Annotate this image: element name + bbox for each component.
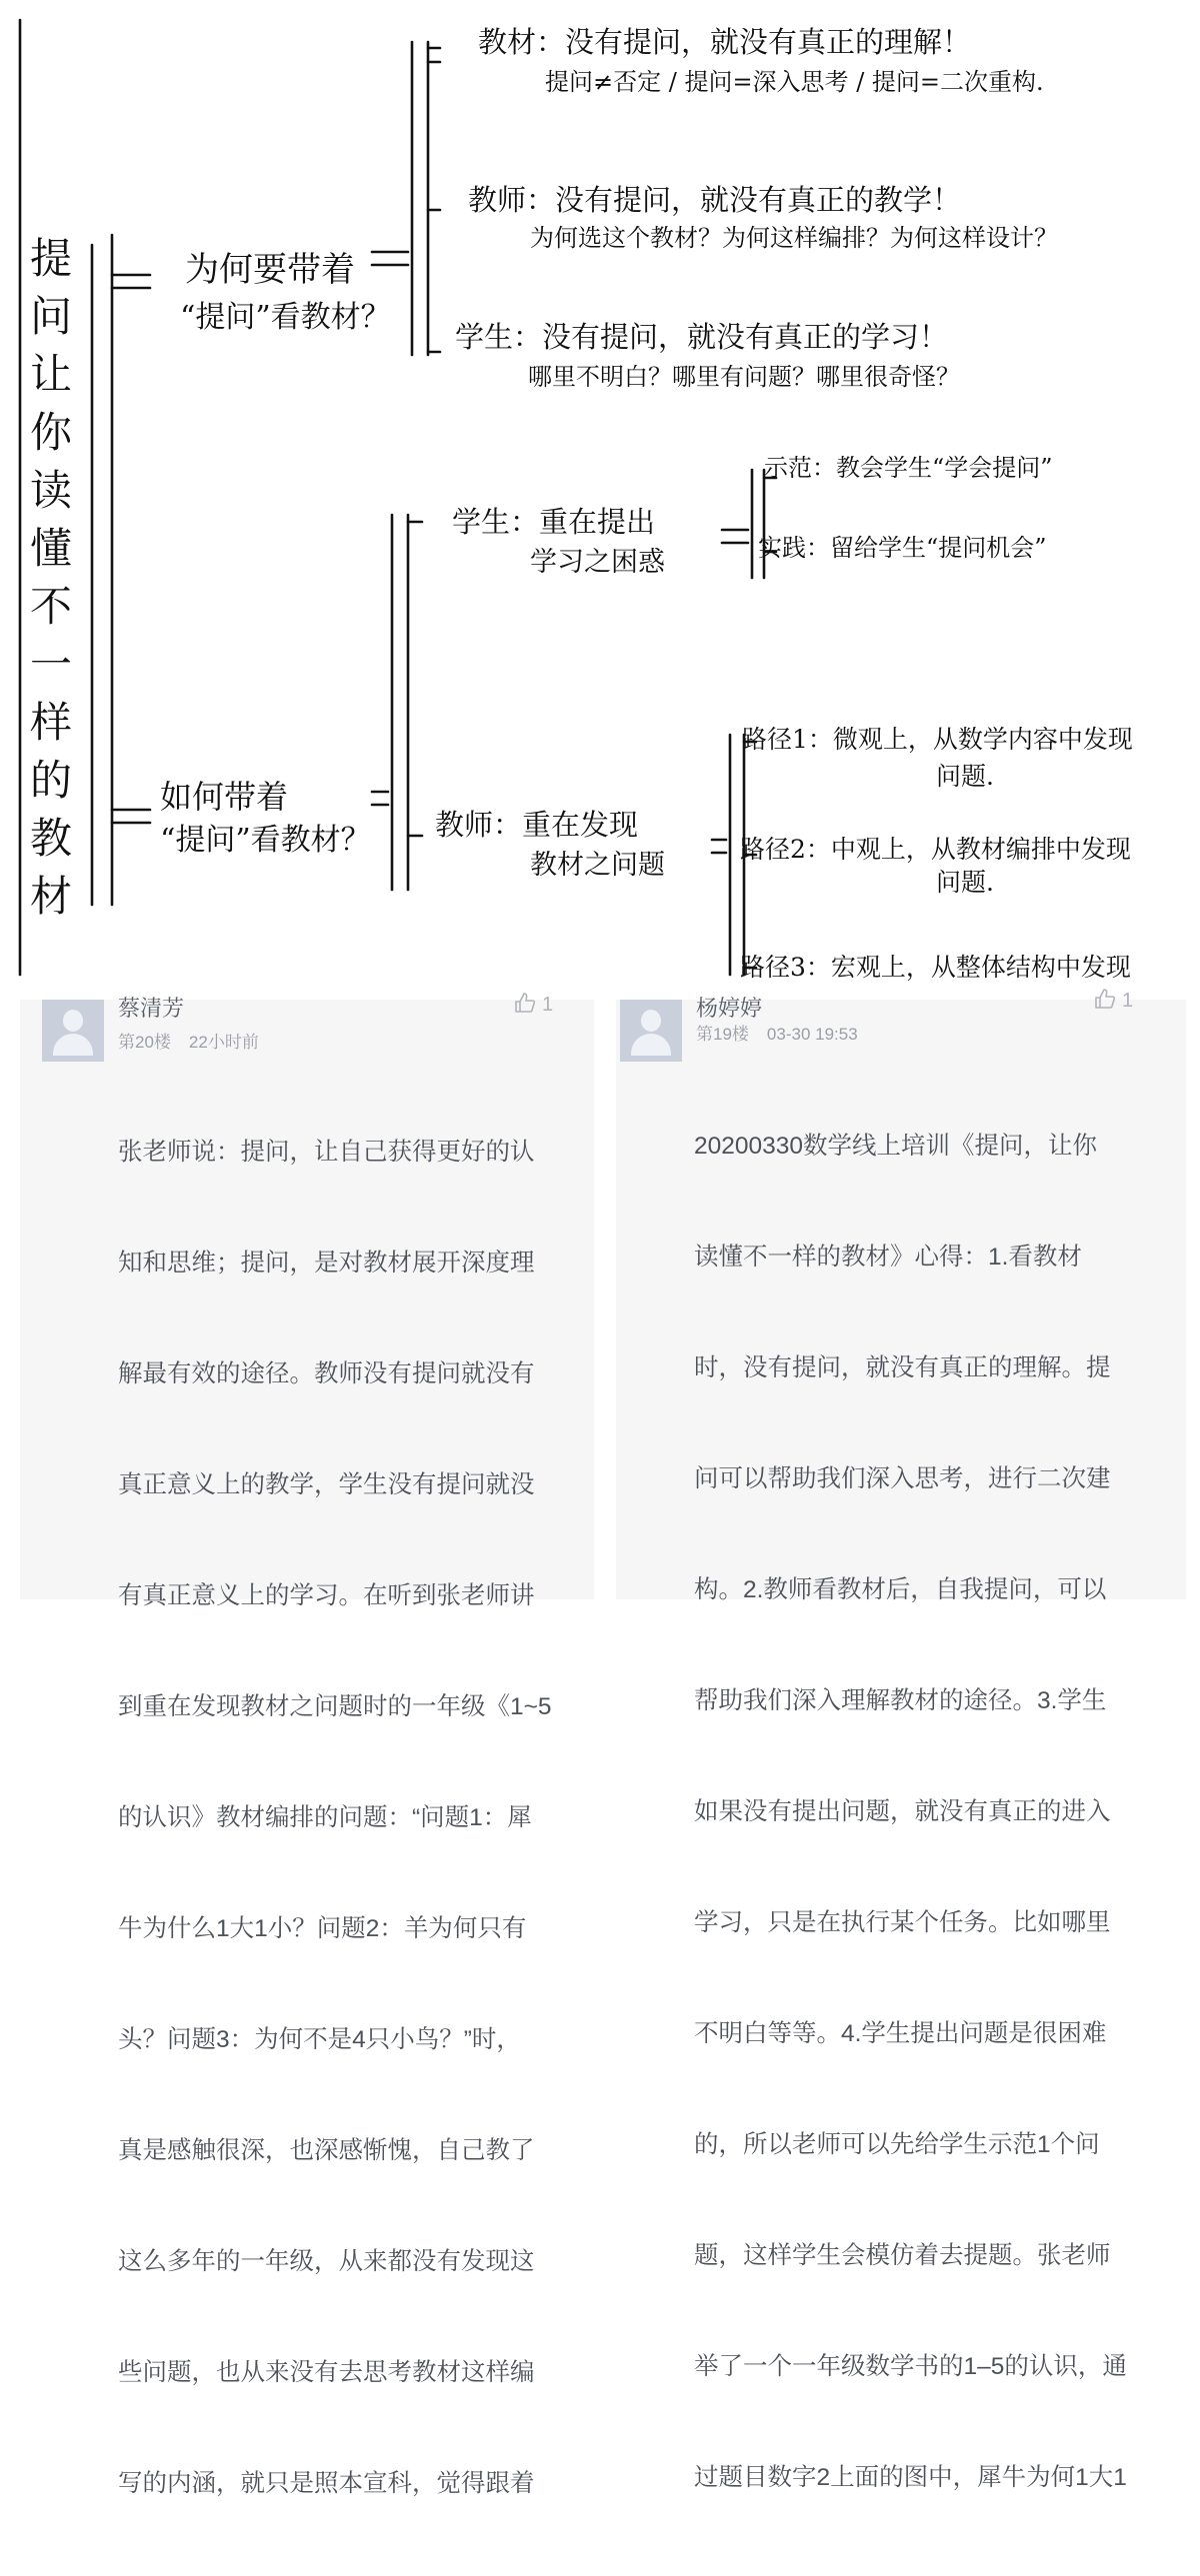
node-teacher-focus: 教师：重在发现 (435, 808, 639, 842)
mind-map-image (0, 0, 1200, 990)
root-char: 提 (29, 234, 72, 283)
comment-line: 知和思维；提问，是对教材展开深度理 (118, 1250, 535, 1277)
like-count: 1 (542, 994, 554, 1016)
comment-line: 真正意义上的教学，学生没有提问就没 (118, 1471, 535, 1498)
node-teacher-detail: 为何选这个教材？为何这样编排？为何这样设计？ (530, 224, 1058, 252)
node-student-focus: 学生：重在提出 (452, 505, 656, 539)
comment-line: 头？问题3：为何不是4只小鸟？”时， (118, 2026, 521, 2053)
comment-line: 些问题，也从来没有去思考教材这样编 (118, 2359, 535, 2386)
comment-line: 有真正意义上的学习。在听到张老师讲 (118, 1582, 535, 1609)
node-teacher: 教师：没有提问，就没有真正的教学！ (468, 183, 962, 217)
comment-line: 举了一个一年级数学书的1–5的认识，通 (694, 2353, 1127, 2380)
branch2-title-line2: “提问”看教材？ (160, 823, 371, 858)
branch1-title: 为何要带着 (185, 250, 355, 290)
comment-line: 牛为什么1大1小？问题2：羊为何只有 (118, 1915, 527, 1942)
node-path1-line2: 问题. (936, 762, 994, 791)
comment-card (20, 994, 594, 2497)
root-char: 样 (29, 698, 72, 747)
node-path1: 路径1：微观上，从数学内容中发现 (742, 725, 1133, 754)
comment-line: 解最有效的途径。教师没有提问就没有 (118, 1360, 535, 1387)
comment-line: 20200330数学线上培训《提问，让你 (694, 1133, 1098, 1160)
comment-card (616, 990, 1186, 2491)
root-char: 让 (29, 350, 72, 399)
root-char: 读 (29, 466, 72, 515)
node-student: 学生：没有提问，就没有真正的学习！ (455, 320, 949, 354)
avatar[interactable] (620, 1000, 682, 1062)
comment-username[interactable]: 蔡清芳 (118, 996, 185, 1021)
comment-line: 时，没有提问，就没有真正的理解。提 (694, 1354, 1111, 1381)
comment-username[interactable]: 杨婷婷 (696, 996, 763, 1021)
comment-time: 22小时前 (188, 1033, 259, 1052)
comment-body (694, 1054, 1174, 2570)
comment-floor: 第20楼 (118, 1033, 171, 1052)
node-path3: 路径3：宏观上，从整体结构中发现 (740, 953, 1131, 982)
comment-line: 如果没有提出问题，就没有真正的进入 (694, 1798, 1111, 1825)
node-student-detail: 哪里不明白？哪里有问题？哪里很奇怪？ (528, 363, 960, 391)
comment-floor: 第19楼 (696, 1025, 749, 1044)
root-char: 懂 (29, 524, 72, 573)
comment-line: 这么多年的一年级，从来都没有发现这 (118, 2248, 535, 2275)
comment-line: 学习，只是在执行某个任务。比如哪里 (694, 1909, 1111, 1936)
comment-line: 读懂不一样的教材》心得：1.看教材 (694, 1244, 1082, 1271)
like-button[interactable] (1094, 988, 1133, 1013)
node-textbook-detail: 提问≠否定 / 提问=深入思考 / 提问=二次重构. (545, 68, 1044, 96)
comment-line: 帮助我们深入理解教材的途径。3.学生 (694, 1687, 1107, 1714)
comment-line: 的认识》教材编排的问题：“问题1：犀 (118, 1804, 532, 1831)
comment-line: 到重在发现教材之问题时的一年级《1~5 (118, 1693, 552, 1720)
thumbs-up-icon (1094, 988, 1116, 1010)
branch2-title: 如何带着 (160, 778, 289, 816)
comment-meta (696, 1020, 876, 1045)
branch1-title-line2: “提问”看教材？ (180, 300, 391, 335)
root-char: 材 (29, 872, 72, 921)
like-count: 1 (1122, 990, 1134, 1012)
node-path2-line2: 问题. (936, 868, 994, 897)
comment-line: 问可以帮助我们深入思考，进行二次建 (694, 1465, 1111, 1492)
comment-line: 题，这样学生会模仿着去提题。张老师 (694, 2242, 1111, 2269)
comment-time: 03-30 19:53 (766, 1025, 858, 1044)
node-demo: 示范：教会学生“学会提问” (764, 454, 1053, 482)
root-char: 教 (29, 814, 72, 863)
comment-line: 构。2.教师看教材后，自我提问，可以 (694, 1576, 1107, 1603)
comment-line: 写的内涵，就只是照本宣科，觉得跟着 (118, 2470, 535, 2497)
comment-line: 张老师说：提问，让自己获得更好的认 (118, 1139, 535, 1166)
comment-meta (118, 1028, 277, 1053)
comment-body (118, 1060, 588, 2576)
node-student-focus-line2: 学习之困惑 (530, 547, 665, 578)
comment-line: 过题目数字2上面的图中，犀牛为何1大1 (694, 2464, 1127, 2491)
root-char: 的 (29, 756, 72, 805)
root-char: 一 (29, 640, 72, 689)
node-textbook: 教材：没有提问，就没有真正的理解！ (478, 25, 972, 59)
comment-line: 真是感触很深，也深感惭愧，自己教了 (118, 2137, 535, 2164)
root-char: 问 (29, 292, 72, 341)
like-button[interactable] (514, 992, 553, 1017)
node-teacher-focus-line2: 教材之问题 (530, 850, 665, 881)
avatar[interactable] (42, 1000, 104, 1062)
root-char: 你 (29, 408, 72, 457)
comment-line: 的，所以老师可以先给学生示范1个问 (694, 2131, 1100, 2158)
root-char: 不 (29, 582, 72, 631)
comment-line: 不明白等等。4.学生提出问题是很困难 (694, 2020, 1107, 2047)
node-practice: 实践：留给学生“提问机会” (758, 534, 1047, 562)
thumbs-up-icon (514, 992, 536, 1014)
node-path2: 路径2：中观上，从教材编排中发现 (740, 835, 1131, 864)
